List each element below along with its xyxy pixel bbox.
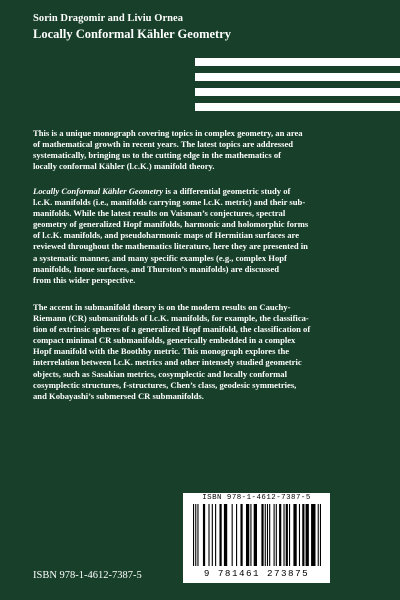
- barcode-bar: [265, 504, 266, 566]
- description-paragraph-3: [33, 302, 378, 402]
- text-line: This is a unique monograph covering topics in complex geometry, an area: [33, 128, 303, 138]
- stripe: [195, 103, 400, 111]
- barcode-bar: [318, 504, 319, 566]
- barcode-bar: [279, 504, 281, 566]
- text-line: a systematic manner, and many specific examples (e.g., complex Hopf: [33, 252, 287, 263]
- text-line: of mathematical growth in recent years. The latest topics are addressed: [33, 139, 294, 150]
- barcode-bar: [219, 504, 221, 566]
- barcode-bar: [283, 504, 284, 566]
- text-line: reviewed throughout the mathematics literature, here they are presented in: [33, 241, 308, 252]
- text-line: systematically, bringing us to the cutting edge in the mathematics of: [33, 150, 282, 161]
- barcode-bar: [267, 504, 268, 566]
- barcode-bar: [311, 504, 315, 566]
- stripe: [195, 73, 400, 81]
- barcode-bar: [232, 504, 233, 566]
- barcode-bar: [254, 504, 257, 566]
- text-line: objects, such as Sasakian metrics, cosymplectic and locally conformal: [33, 368, 287, 379]
- text-line: manifolds. While the latest results on Vaisman’s conjectures, spectral: [33, 208, 286, 219]
- barcode-bar: [236, 504, 237, 566]
- barcode-bar: [197, 504, 198, 566]
- text-line: interrelation between l.c.K. metrics and other intensely studied geometric: [33, 357, 302, 368]
- barcode-bar: [289, 504, 290, 566]
- authors: Sorin Dragomir and Liviu Ornea: [33, 13, 184, 24]
- barcode-bar: [212, 504, 213, 566]
- barcode-bar: [286, 504, 288, 566]
- text-line: compact minimal CR submanifolds, generically embedded in a complex: [33, 335, 296, 346]
- text-line: cosymplectic structures, f-structures, Chen’s class, geodesic symmetries,: [33, 379, 297, 390]
- barcode-bars: [193, 504, 321, 566]
- barcode-bar: [246, 504, 249, 566]
- barcode-isbn-text: ISBN 978-1-4612-7387-5: [202, 494, 311, 502]
- barcode-label: [183, 493, 330, 583]
- barcode-bar: [276, 504, 277, 566]
- barcode-bar: [299, 504, 300, 566]
- barcode-bar: [293, 504, 296, 566]
- barcode-bar: [306, 504, 309, 566]
- text-line: [33, 186, 378, 197]
- text-span: is a differential geometric study of: [163, 186, 291, 196]
- text-line: Riemann (CR) submanifolds of l.c.K. manifolds, for example, the classifica-: [33, 313, 309, 324]
- stripe: [195, 58, 400, 66]
- text-line: tion of extrinsic spheres of a generalized Hopf manifold, the classification of: [33, 324, 311, 335]
- text-line: and Kobayashi’s submersed CR submanifolds.: [33, 390, 204, 401]
- text-line: geometry of generalized Hopf manifolds, harmonic and holomorphic forms: [33, 219, 309, 230]
- barcode-bar: [240, 504, 242, 566]
- text-line: locally conformal Kähler (l.c.K.) manifold theory.: [33, 161, 215, 172]
- barcode-bar: [203, 504, 205, 566]
- book-title: Locally Conformal Kähler Geometry: [33, 27, 231, 41]
- text-line: of l.c.K. manifolds, and pseudoharmonic maps of Hermitian surfaces are: [33, 230, 300, 241]
- barcode-bar: [274, 504, 275, 566]
- barcode-bar: [269, 504, 270, 566]
- barcode-bar: [195, 504, 196, 566]
- barcode-bar: [215, 504, 216, 566]
- text-line: manifolds, Inoue surfaces, and Thurston’s manifolds) are discussed: [33, 263, 279, 274]
- text-line: Hopf manifold with the Boothby metric. This monograph explores the: [33, 346, 290, 357]
- barcode-bar: [320, 504, 321, 566]
- isbn-footer: ISBN 978-1-4612-7387-5: [33, 570, 142, 581]
- description-paragraph-1: [33, 128, 378, 172]
- description-paragraph-2: [33, 186, 378, 286]
- barcode-bar: [250, 504, 251, 566]
- text-line: l.c.K. manifolds (i.e., manifolds carrying some l.c.K. metric) and their sub-: [33, 197, 306, 208]
- text-line: from this wider perspective.: [33, 274, 136, 285]
- barcode-bar: [302, 504, 304, 566]
- barcode-bar: [193, 504, 194, 566]
- stripe: [195, 88, 400, 96]
- text-line: The accent in submanifold theory is on the modern results on Cauchy-: [33, 302, 291, 312]
- barcode-bar: [224, 504, 227, 566]
- barcode-digits: 9 781461 273875: [203, 568, 310, 579]
- barcode-bar: [261, 504, 263, 566]
- barcode-bar: [208, 504, 209, 566]
- italic-book-title: Locally Conformal Kähler Geometry: [33, 186, 164, 196]
